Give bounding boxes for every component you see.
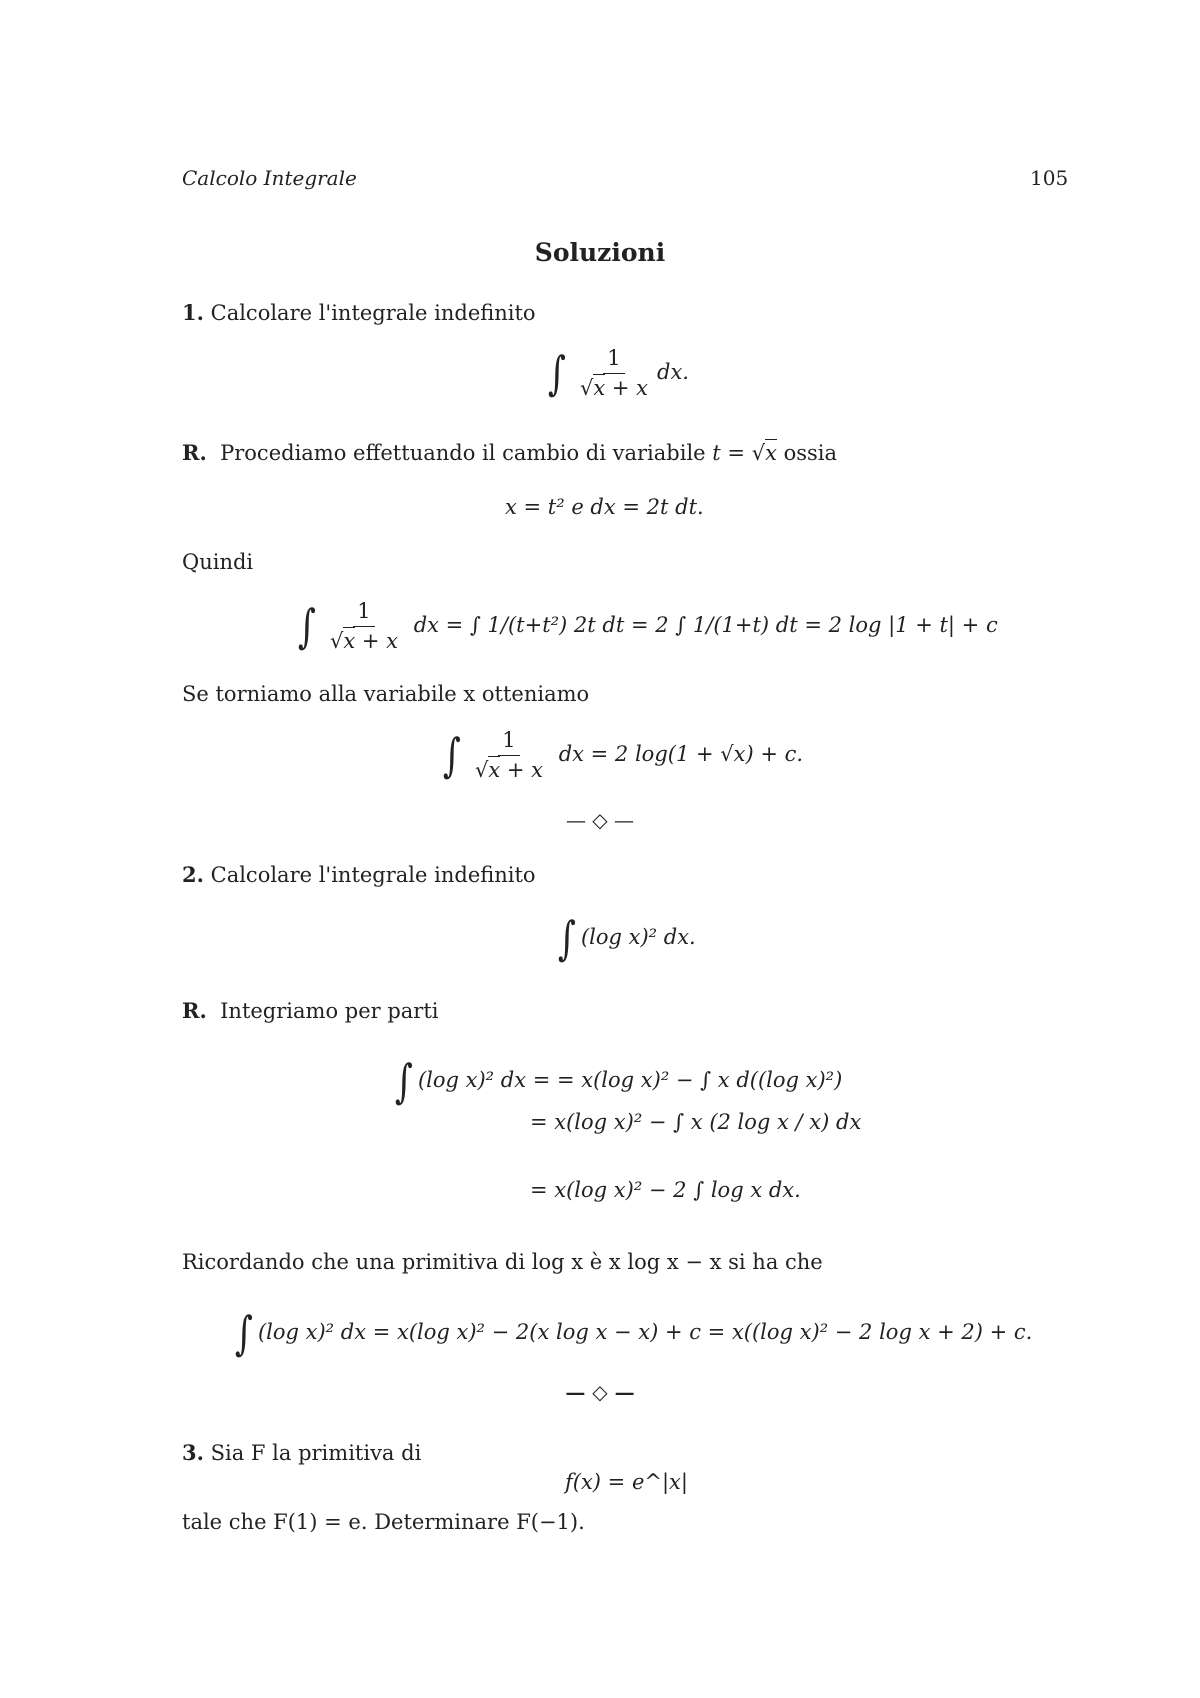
problem-1-solution-intro: R. Procediamo effettuando il cambio di variabile t = √x ossia	[182, 440, 838, 465]
separator-1: — ◇ —	[565, 808, 635, 832]
problem-1-r-text: Procediamo effettuando il cambio di variabile	[220, 441, 706, 465]
problem-2-line-2	[530, 1110, 861, 1134]
problem-1-return: Se torniamo alla variabile x otteniamo	[182, 682, 590, 706]
running-title: Calcolo Integrale	[182, 166, 357, 190]
problem-2-text: Calcolare l'integrale indefinito	[210, 863, 536, 887]
problem-2-final-text: (log x)² dx = x(log x)² − 2(x log x − x) + c = x((log x)² − 2 log x + 2) + c.	[257, 1320, 1033, 1344]
problem-1-substitution	[505, 495, 704, 519]
problem-1-result: ∫ $\frac{1}{√x + x}$ dx = 2 log(1 + √x) + c.	[442, 727, 804, 782]
problem-1-integral: ∫ $\frac{1}{√x + x}$ dx.	[547, 345, 689, 400]
problem-2-solution-intro	[182, 998, 439, 1023]
problem-3-text: Sia F la primitiva di	[210, 1441, 422, 1465]
problem-2-r-text: Integriamo per parti	[220, 999, 439, 1023]
problem-2-statement	[182, 862, 536, 887]
problem-2-recall: Ricordando che una primitiva di log x è x log x − x si ha che	[182, 1250, 823, 1274]
problem-3-function-text: f(x) = e^|x|	[565, 1470, 688, 1494]
problem-1-quindi: Quindi	[182, 550, 254, 574]
substitution-text: x = t² e dx = 2t dt.	[505, 495, 704, 519]
problem-2-line-3	[530, 1178, 801, 1202]
problem-2-r-label: R.	[182, 998, 207, 1023]
problem-1-statement	[182, 300, 536, 325]
separator-2: — ◇ —	[565, 1380, 635, 1404]
problem-1-r-label: R.	[182, 440, 207, 465]
problem-1-text: Calcolare l'integrale indefinito	[210, 301, 536, 325]
problem-1-result-text: dx = 2 log(1 + √x) + c.	[558, 742, 804, 766]
problem-2-line-3-text: = x(log x)² − 2 ∫ log x dx.	[530, 1178, 801, 1202]
problem-2-final: ∫ (log x)² dx = x(log x)² − 2(x log x − x) + c = x((log x)² − 2 log x + 2) + c.	[234, 1306, 1033, 1360]
problem-1-chain-text: dx = ∫ 1/(t+t²) 2t dt = 2 ∫ 1/(1+t) dt = 2 log |1 + t| + c	[413, 613, 998, 637]
problem-1-r-text-end: ossia	[783, 441, 838, 465]
problem-2-line-1: ∫ (log x)² dx = = x(log x)² − ∫ x d((log x)²)	[394, 1054, 843, 1108]
problem-1-dx: dx.	[657, 360, 689, 384]
problem-3-statement	[182, 1440, 421, 1465]
problem-3-function	[565, 1470, 688, 1494]
problem-2-line-1-text: (log x)² dx = = x(log x)² − ∫ x d((log x)²)	[417, 1068, 843, 1092]
problem-2-integral: ∫ (log x)² dx.	[557, 911, 696, 965]
problem-2-number: 2.	[182, 862, 204, 887]
problem-3-condition: tale che F(1) = e. Determinare F(−1).	[182, 1510, 585, 1534]
problem-3-number: 3.	[182, 1440, 204, 1465]
page-title: Soluzioni	[534, 238, 666, 267]
problem-2-line-2-text: = x(log x)² − ∫ x (2 log x / x) dx	[530, 1110, 862, 1134]
problem-1-number: 1.	[182, 300, 204, 325]
problem-1-chain: ∫ $\frac{1}{√x + x}$ dx = ∫ 1/(t+t²) 2t dt = 2 ∫ 1/(1+t) dt = 2 log |1 + t| + c	[297, 598, 998, 653]
problem-2-integral-text: (log x)² dx.	[580, 925, 696, 949]
page-number: 105	[1030, 166, 1069, 190]
